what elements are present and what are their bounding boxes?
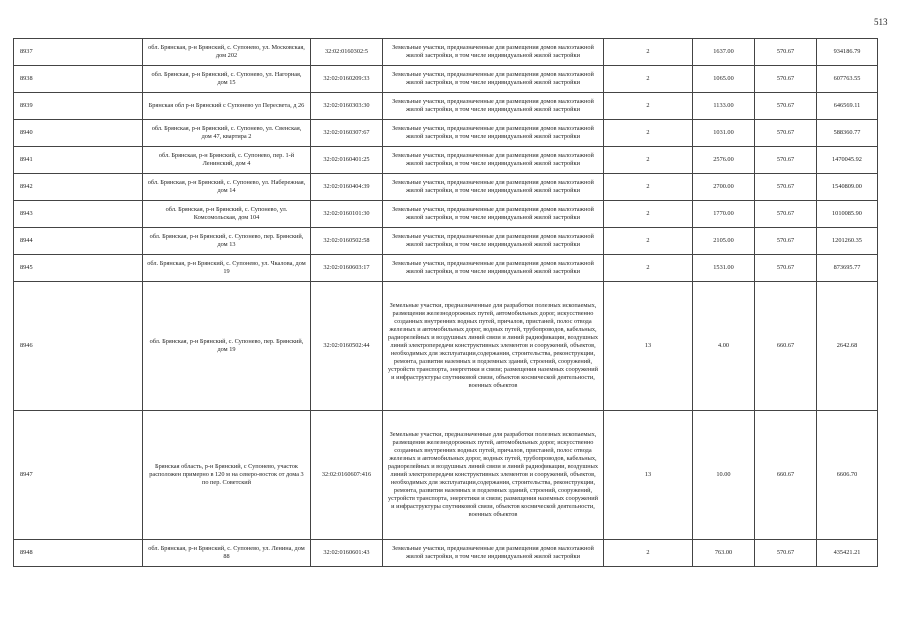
land-use-cell: Земельные участки, предназначенные для размещения домов малоэтажной жилой застройки, в том числе индивидуальной жилой застройки bbox=[383, 540, 604, 567]
rate-cell: 570.67 bbox=[755, 201, 817, 228]
rate-cell: 660.67 bbox=[755, 411, 817, 540]
table-row bbox=[14, 411, 878, 540]
group-cell: 2 bbox=[604, 174, 693, 201]
group-cell: 2 bbox=[604, 228, 693, 255]
area-cell: 1770.00 bbox=[693, 201, 755, 228]
table-row bbox=[14, 174, 878, 201]
group-cell: 2 bbox=[604, 120, 693, 147]
land-use-cell: Земельные участки, предназначенные для размещения домов малоэтажной жилой застройки, в том числе индивидуальной жилой застройки bbox=[383, 174, 604, 201]
row-number: 8943 bbox=[14, 201, 143, 228]
address-cell: Брянская область, р-н Брянский, с Супонево, участок расположен примерно в 120 м на северо-восток от дома 3 по пер. Советский bbox=[143, 411, 311, 540]
land-use-cell: Земельные участки, предназначенные для разработки полезных ископаемых, размещения железнодорожных путей, автомобильных дорог, искусственно созданных внутренних водных путей, причалов, пристаней, полос отвода железных и автомобильных дорог, водных путей, трубопроводов, кабельных, радиорелейных и воздушных линий связи и линий радиофикации, воздушных линий электропередачи конструктивных элементов и сооружений, объектов, необходимых для эксплуатации,содержания, строительства, реконструкции, ремонта, развития наземных и подземных зданий, строений, сооружений, устройств транспорта, энергетики и связи; размещения наземных сооружений и инфраструктуры спутниковой связи, объектов космической деятельности, военных объектов bbox=[383, 411, 604, 540]
row-number: 8940 bbox=[14, 120, 143, 147]
area-cell: 2105.00 bbox=[693, 228, 755, 255]
row-number: 8946 bbox=[14, 282, 143, 411]
area-cell: 2576.00 bbox=[693, 147, 755, 174]
land-use-cell: Земельные участки, предназначенные для размещения домов малоэтажной жилой застройки, в том числе индивидуальной жилой застройки bbox=[383, 39, 604, 66]
address-cell: обл. Брянская, р-н Брянский, с. Супонево, пер. 1-й Ленинский, дом 4 bbox=[143, 147, 311, 174]
cadastral-value-cell: 6606.70 bbox=[817, 411, 878, 540]
rate-cell: 570.67 bbox=[755, 120, 817, 147]
area-cell: 1065.00 bbox=[693, 66, 755, 93]
land-use-cell: Земельные участки, предназначенные для размещения домов малоэтажной жилой застройки, в том числе индивидуальной жилой застройки bbox=[383, 147, 604, 174]
group-cell: 2 bbox=[604, 255, 693, 282]
area-cell: 4.00 bbox=[693, 282, 755, 411]
table-row bbox=[14, 39, 878, 66]
area-cell: 1531.00 bbox=[693, 255, 755, 282]
group-cell: 2 bbox=[604, 201, 693, 228]
group-cell: 13 bbox=[604, 411, 693, 540]
cadastral-number-cell: 32:02:0160603:17 bbox=[311, 255, 383, 282]
area-cell: 763.00 bbox=[693, 540, 755, 567]
land-use-cell: Земельные участки, предназначенные для размещения домов малоэтажной жилой застройки, в том числе индивидуальной жилой застройки bbox=[383, 120, 604, 147]
rate-cell: 570.67 bbox=[755, 255, 817, 282]
group-cell: 2 bbox=[604, 66, 693, 93]
cadastral-number-cell: 32:02:0160607:416 bbox=[311, 411, 383, 540]
cadastral-number-cell: 32:02:0160404:39 bbox=[311, 174, 383, 201]
area-cell: 2700.00 bbox=[693, 174, 755, 201]
group-cell: 13 bbox=[604, 282, 693, 411]
cadastral-value-cell: 2642.68 bbox=[817, 282, 878, 411]
cadastral-value-cell: 1010085.90 bbox=[817, 201, 878, 228]
land-use-cell: Земельные участки, предназначенные для размещения домов малоэтажной жилой застройки, в том числе индивидуальной жилой застройки bbox=[383, 66, 604, 93]
cadastral-value-cell: 873695.77 bbox=[817, 255, 878, 282]
cadastral-number-cell: 32:02:0160101:30 bbox=[311, 201, 383, 228]
table-row bbox=[14, 147, 878, 174]
page-number: 513 bbox=[874, 17, 888, 27]
rate-cell: 570.67 bbox=[755, 228, 817, 255]
cadastral-value-cell: 646569.11 bbox=[817, 93, 878, 120]
table-row bbox=[14, 93, 878, 120]
row-number: 8942 bbox=[14, 174, 143, 201]
row-number: 8938 bbox=[14, 66, 143, 93]
area-cell: 1031.00 bbox=[693, 120, 755, 147]
address-cell: обл. Брянская, р-н Брянский, с. Супонево, ул. Чкалова, дом 19 bbox=[143, 255, 311, 282]
address-cell: обл. Брянская, р-н Брянский, с. Супонево, ул. Ленина, дом 88 bbox=[143, 540, 311, 567]
address-cell: обл. Брянская, р-н Брянский, с. Супонево, ул. Московская, дом 202 bbox=[143, 39, 311, 66]
land-use-cell: Земельные участки, предназначенные для размещения домов малоэтажной жилой застройки, в том числе индивидуальной жилой застройки bbox=[383, 93, 604, 120]
rate-cell: 570.67 bbox=[755, 540, 817, 567]
table-row bbox=[14, 540, 878, 567]
cadastral-value-cell: 1540809.00 bbox=[817, 174, 878, 201]
group-cell: 2 bbox=[604, 39, 693, 66]
cadastral-number-cell: 32:02:0160601:43 bbox=[311, 540, 383, 567]
row-number: 8947 bbox=[14, 411, 143, 540]
address-cell: Брянская обл р-н Брянский с Супонево ул Пересвета, д 26 bbox=[143, 93, 311, 120]
rate-cell: 570.67 bbox=[755, 174, 817, 201]
area-cell: 10.00 bbox=[693, 411, 755, 540]
area-cell: 1637.00 bbox=[693, 39, 755, 66]
group-cell: 2 bbox=[604, 540, 693, 567]
row-number: 8941 bbox=[14, 147, 143, 174]
cadastral-value-cell: 607763.55 bbox=[817, 66, 878, 93]
table-row bbox=[14, 120, 878, 147]
address-cell: обл. Брянская, р-н Брянский, с. Супонево, пер. Брянский, дом 19 bbox=[143, 282, 311, 411]
cadastral-value-cell: 1201260.35 bbox=[817, 228, 878, 255]
land-use-cell: Земельные участки, предназначенные для размещения домов малоэтажной жилой застройки, в том числе индивидуальной жилой застройки bbox=[383, 201, 604, 228]
address-cell: обл. Брянская, р-н Брянский, с. Супонево, ул. Свенская, дом 47, квартира 2 bbox=[143, 120, 311, 147]
cadastral-number-cell: 32:02:0160303:30 bbox=[311, 93, 383, 120]
table-row bbox=[14, 201, 878, 228]
cadastral-number-cell: 32:02:0160307:67 bbox=[311, 120, 383, 147]
table-row bbox=[14, 255, 878, 282]
cadastral-value-cell: 1470045.92 bbox=[817, 147, 878, 174]
cadastral-number-cell: 32:02:0160401:25 bbox=[311, 147, 383, 174]
rate-cell: 660.67 bbox=[755, 282, 817, 411]
cadastral-number-cell: 32:02:0160302:5 bbox=[311, 39, 383, 66]
group-cell: 2 bbox=[604, 93, 693, 120]
cadastral-number-cell: 32:02:0160502:44 bbox=[311, 282, 383, 411]
land-use-cell: Земельные участки, предназначенные для разработки полезных ископаемых, размещения железнодорожных путей, автомобильных дорог, искусственно созданных внутренних водных путей, причалов, пристаней, полос отвода железных и автомобильных дорог, водных путей, трубопроводов, кабельных, радиорелейных и воздушных линий связи и линий радиофикации, воздушных линий электропередачи конструктивных элементов и сооружений, объектов, необходимых для эксплуатации,содержания, строительства, реконструкции, ремонта, развития наземных и подземных зданий, строений, сооружений, устройств транспорта, энергетики и связи; размещения наземных сооружений и инфраструктуры спутниковой связи, объектов космической деятельности, военных объектов bbox=[383, 282, 604, 411]
cadastral-value-table bbox=[13, 38, 878, 567]
land-use-cell: Земельные участки, предназначенные для размещения домов малоэтажной жилой застройки, в том числе индивидуальной жилой застройки bbox=[383, 228, 604, 255]
rate-cell: 570.67 bbox=[755, 39, 817, 66]
row-number: 8939 bbox=[14, 93, 143, 120]
row-number: 8945 bbox=[14, 255, 143, 282]
table-row bbox=[14, 282, 878, 411]
land-use-cell: Земельные участки, предназначенные для размещения домов малоэтажной жилой застройки, в том числе индивидуальной жилой застройки bbox=[383, 255, 604, 282]
cadastral-value-cell: 934186.79 bbox=[817, 39, 878, 66]
row-number: 8948 bbox=[14, 540, 143, 567]
cadastral-number-cell: 32:02:0160502:58 bbox=[311, 228, 383, 255]
table-row bbox=[14, 66, 878, 93]
group-cell: 2 bbox=[604, 147, 693, 174]
rate-cell: 570.67 bbox=[755, 147, 817, 174]
address-cell: обл. Брянская, р-н Брянский, с. Супонево, пер. Брянский, дом 13 bbox=[143, 228, 311, 255]
address-cell: обл. Брянская, р-н Брянский, с. Супонево, ул. Нагорная, дом 15 bbox=[143, 66, 311, 93]
address-cell: обл. Брянская, р-н Брянский, с. Супонево, ул. Набережная, дом 14 bbox=[143, 174, 311, 201]
area-cell: 1133.00 bbox=[693, 93, 755, 120]
table-row bbox=[14, 228, 878, 255]
row-number: 8944 bbox=[14, 228, 143, 255]
cadastral-number-cell: 32:02:0160209:33 bbox=[311, 66, 383, 93]
cadastral-value-cell: 588360.77 bbox=[817, 120, 878, 147]
address-cell: обл. Брянская, р-н Брянский, с. Супонево, ул. Комсомольская, дом 104 bbox=[143, 201, 311, 228]
cadastral-value-cell: 435421.21 bbox=[817, 540, 878, 567]
row-number: 8937 bbox=[14, 39, 143, 66]
rate-cell: 570.67 bbox=[755, 93, 817, 120]
rate-cell: 570.67 bbox=[755, 66, 817, 93]
